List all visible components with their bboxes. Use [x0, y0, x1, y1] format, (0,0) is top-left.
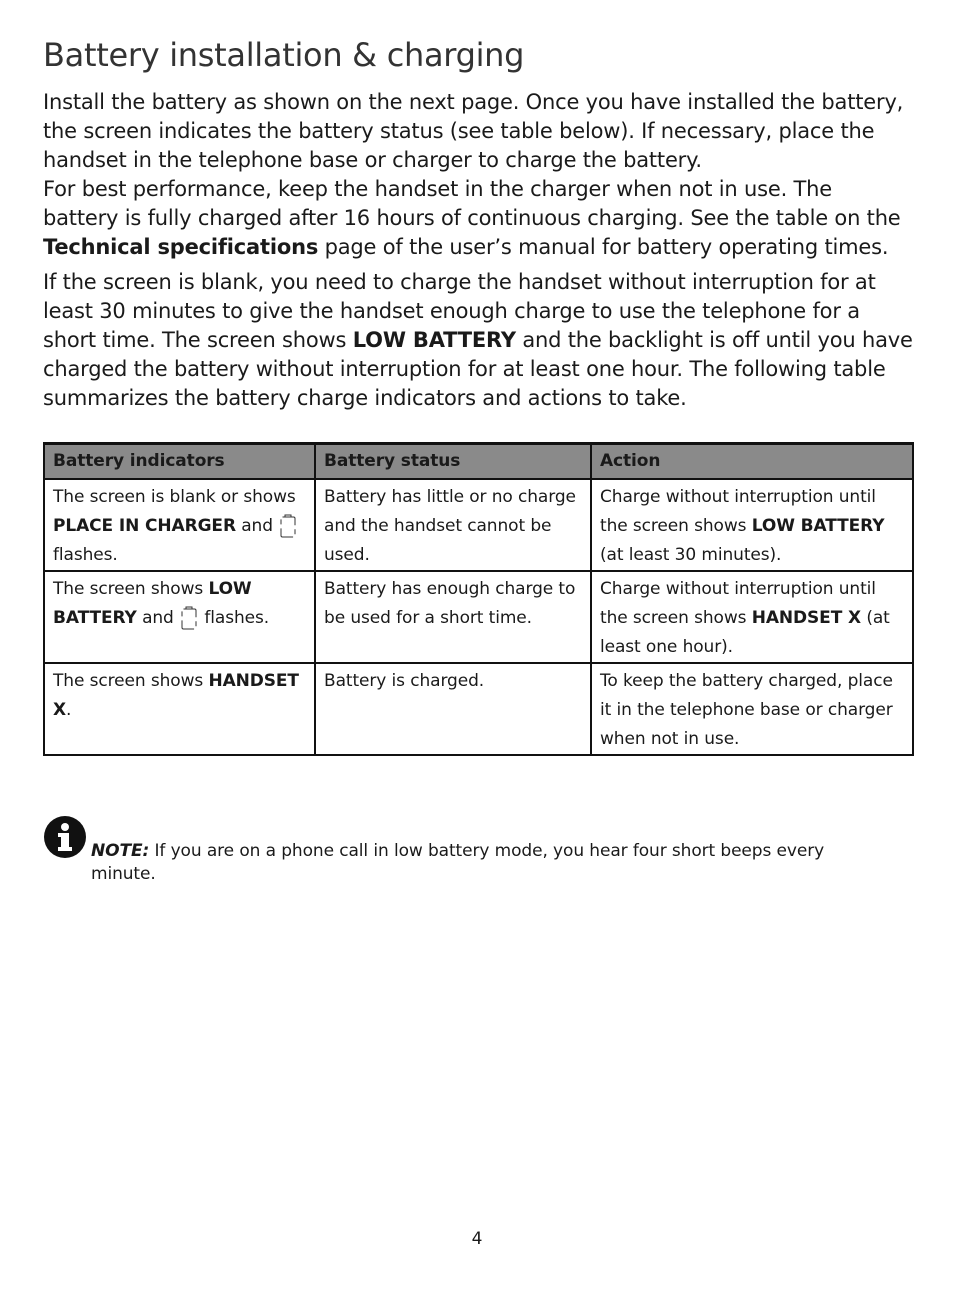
info-icon [43, 815, 87, 859]
header-battery-status: Battery status [315, 444, 591, 480]
cell-text: flashes. [199, 608, 270, 628]
note-block [43, 815, 863, 886]
cell-text: (at least 30 minutes). [600, 545, 782, 565]
cell-text: To keep the battery charged, place it in the telephone base or charger when not in use. [600, 671, 893, 749]
action-cell [591, 663, 913, 755]
cell-text: Charge without interruption until the screen shows [600, 487, 876, 536]
cell-bold: PLACE IN CHARGER [53, 516, 236, 536]
table-row [44, 571, 913, 663]
intro-text-1: Install the battery as shown on the next page. Once you have installed the battery, the screen indicates the battery status (see table below). If necessary, place the handset in the telephone base or charger to charge the battery. [43, 90, 904, 172]
low-battery-ref: LOW BATTERY [352, 328, 516, 352]
status-cell: Battery is charged. [315, 663, 591, 755]
page-content [43, 36, 913, 756]
cell-text: flashes. [53, 545, 118, 565]
blank-text-2: and the backlight is off until you have charged the battery without interruption for at least one hour. The following table summarizes the battery charge indicators and actions to take. [43, 328, 913, 410]
cell-bold: LOW BATTERY [751, 516, 885, 536]
battery-empty-icon [280, 513, 296, 538]
intro-paragraph [43, 88, 913, 262]
blank-screen-paragraph [43, 268, 913, 413]
cell-text: The screen is blank or shows [53, 487, 296, 507]
header-action: Action [591, 444, 913, 480]
cell-text: The screen shows [53, 671, 209, 691]
table-header-row [44, 444, 913, 480]
status-cell: Battery has little or no charge and the handset cannot be used. [315, 479, 591, 571]
cell-text: and [136, 608, 180, 628]
table-row [44, 663, 913, 755]
action-cell [591, 479, 913, 571]
indicator-cell [44, 571, 315, 663]
cell-text: . [66, 700, 72, 720]
note-text [91, 815, 863, 886]
table-row [44, 479, 913, 571]
page-number: 4 [471, 1229, 483, 1249]
tech-specs-ref: Technical specifications [43, 235, 319, 259]
cell-text: Charge without interruption until the screen shows [600, 579, 876, 628]
page-title: Battery installation & charging [43, 36, 525, 74]
note-body: If you are on a phone call in low battery mode, you hear four short beeps every minute. [91, 841, 825, 884]
cell-bold: HANDSET X [751, 608, 862, 628]
battery-table [43, 442, 914, 756]
cell-text: The screen shows [53, 579, 209, 599]
cell-bold: LOW BATTERY [53, 579, 252, 628]
intro-text-2: For best performance, keep the handset in the charger when not in use. The battery is fully charged after 16 hours of continuous charging. See the table on the [43, 177, 901, 230]
cell-text: (at least one hour). [600, 608, 890, 657]
status-cell: Battery has enough charge to be used for a short time. [315, 571, 591, 663]
header-battery-indicators: Battery indicators [44, 444, 315, 480]
indicator-cell [44, 663, 315, 755]
cell-text: and [235, 516, 279, 536]
indicator-cell [44, 479, 315, 571]
blank-text-1: If the screen is blank, you need to charge the handset without interruption for at least 30 minutes to give the handset enough charge to use the telephone for a short time. The screen shows [43, 270, 876, 352]
battery-empty-icon [181, 605, 197, 630]
note-label: NOTE: [91, 841, 150, 861]
intro-text-3: page of the user’s manual for battery operating times. [318, 235, 889, 259]
cell-bold: HANDSET X [53, 671, 299, 720]
action-cell [591, 571, 913, 663]
